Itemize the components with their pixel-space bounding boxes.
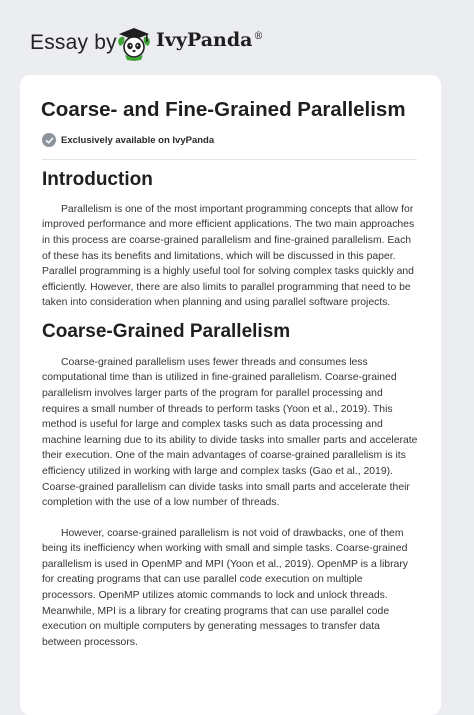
essay-title: Coarse- and Fine-Grained Parallelism (41, 98, 406, 121)
exclusive-badge (42, 132, 214, 148)
title-divider (42, 159, 417, 160)
paragraph: Parallelism is one of the most important programming concepts that allow for improved performance and more efficient applications. The two main approaches in this process are coarse-grained parallelism and fine-grained parallelism. Each of these has its benefits and limitations, which will be discussed in this paper. Parallel programming is a highly useful tool for solving complex tasks quickly and efficiently. However, there are also limits to parallel programming that need to be taken into consideration when planning and using parallel software projects. (42, 203, 415, 309)
ivypanda-logo-icon[interactable] (116, 24, 152, 62)
essay-by-label: Essay by (30, 31, 117, 54)
paragraph: However, coarse-grained parallelism is not void of drawbacks, one of them being its inefficiency when working with small and simple tasks. Coarse-grained parallelism is used in OpenMP and MPI (Yoon et al., 2019). OpenMP is a library for creating programs that can use parallel code execution on multiple processors. OpenMP utilizes atomic commands to lock and unlock threads. Meanwhile, MPI is a library for creating programs that can use parallel code execution on multiple computers by generating messages to transfer data between processors. (42, 527, 408, 648)
section-heading-introduction: Introduction (42, 169, 153, 190)
paragraph: Coarse-grained parallelism uses fewer threads and consumes less computational time than is utilized in fine-grained parallelism. Coarse-grained parallelism involves larger parts of the program for parallel processing and requires a small number of threads to perform tasks (Yoon et al., 2019). This method is useful for large and complex tasks such as data processing and machine learning due to its ability to divide tasks into smaller parts and accelerate their execution. One of the main advantages of coarse-grained parallelism is its efficiency utilized in working with large and complex tasks (Gao et al., 2019). Coarse-grained parallelism can divide tasks into small parts and accelerate their completion with the use of a low number of threads. (42, 356, 418, 509)
site-header (0, 0, 474, 74)
essay-body (42, 167, 418, 650)
brand-name: IvyPanda (156, 29, 253, 51)
badge-text: Exclusively available on IvyPanda (61, 134, 215, 146)
section-heading-coarse-grained: Coarse-Grained Parallelism (42, 320, 291, 342)
brand-logo-text[interactable] (156, 31, 263, 50)
registered-mark: ® (253, 30, 264, 42)
check-circle-icon (42, 133, 56, 147)
essay-card (20, 75, 441, 715)
